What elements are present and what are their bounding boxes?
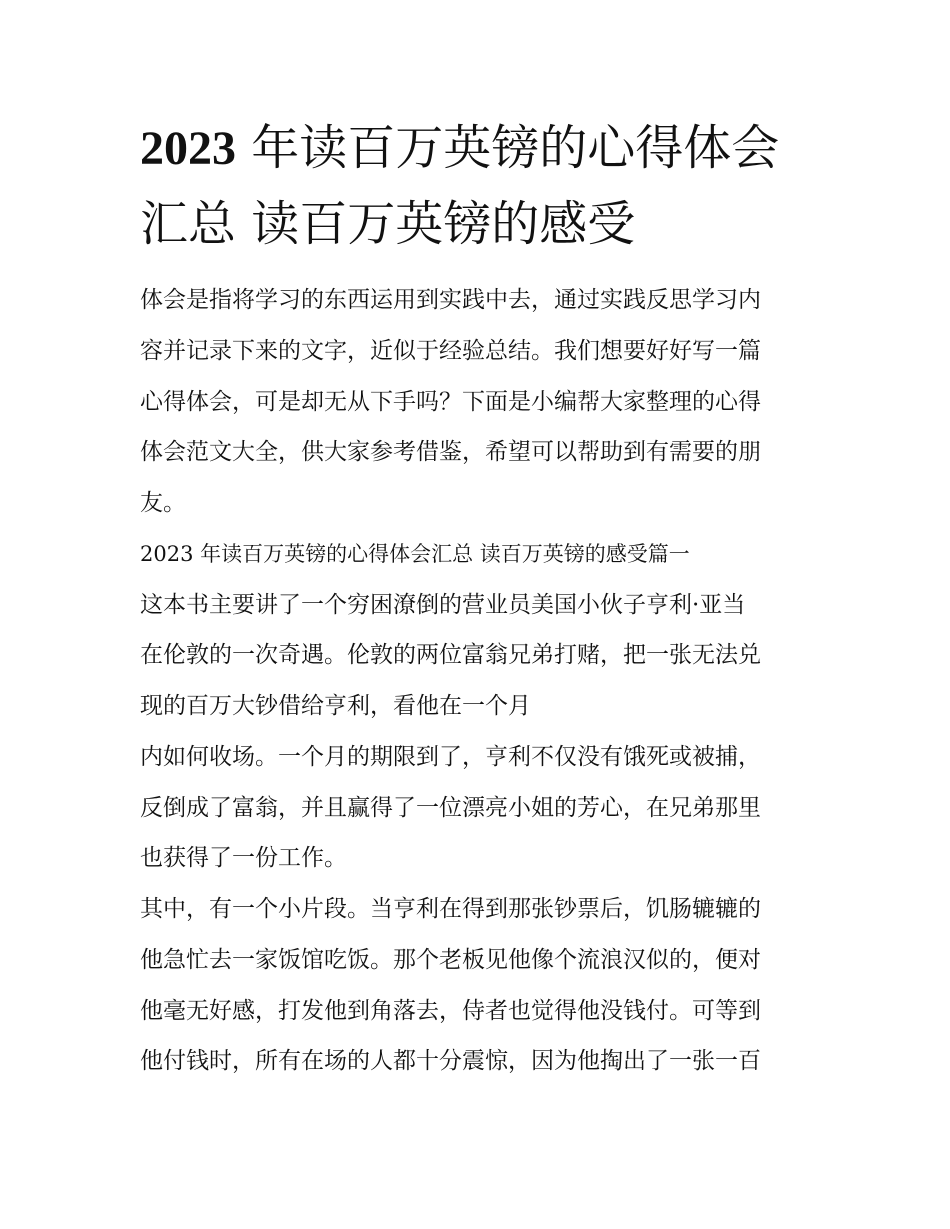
paragraph-line: 在伦敦的一次奇遇。伦敦的两位富翁兄弟打赌，把一张无法兑 <box>140 642 761 668</box>
paragraph-line: 他急忙去一家饭馆吃饭。那个老板见他像个流浪汉似的，便对 <box>140 947 761 973</box>
paragraph-line: 现的百万大钞借给亨利，看他在一个月 <box>140 693 531 719</box>
paragraph-line: 体会是指将学习的东西运用到实践中去，通过实践反思学习内 <box>140 287 761 313</box>
paragraph-line: 体会范文大全，供大家参考借鉴，希望可以帮助到有需要的朋 <box>140 439 761 465</box>
paragraph-line: 友。 <box>140 490 186 516</box>
paragraph-line: 内如何收场。一个月的期限到了，亨利不仅没有饿死或被捕， <box>140 744 761 770</box>
paragraph-line: 心得体会，可是却无从下手吗？下面是小编帮大家整理的心得 <box>140 389 761 415</box>
paragraph-line: 也获得了一份工作。 <box>140 845 347 871</box>
document-title-line-2: 汇总 读百万英镑的感受 <box>140 196 636 252</box>
document-title-line-1 <box>140 120 780 176</box>
paragraph-line: 他毫无好感，打发他到角落去，侍者也觉得他没钱付。可等到 <box>140 998 761 1024</box>
paragraph-line: 他付钱时，所有在场的人都十分震惊，因为他掏出了一张一百 <box>140 1048 761 1074</box>
paragraph-line: 其中，有一个小片段。当亨利在得到那张钞票后，饥肠辘辘的 <box>140 896 761 922</box>
paragraph-line: 这本书主要讲了一个穷困潦倒的营业员美国小伙子亨利·亚当 <box>140 592 746 618</box>
paragraph-line: 容并记录下来的文字，近似于经验总结。我们想要好好写一篇 <box>140 338 761 364</box>
title-year: 2023 <box>140 122 236 175</box>
section-heading: 2023 年读百万英镑的心得体会汇总 读百万英镑的感受篇一 <box>140 542 690 566</box>
title-text: 年读百万英镑的心得体会 <box>236 120 780 176</box>
paragraph-line: 反倒成了富翁，并且赢得了一位漂亮小姐的芳心，在兄弟那里 <box>140 795 761 821</box>
